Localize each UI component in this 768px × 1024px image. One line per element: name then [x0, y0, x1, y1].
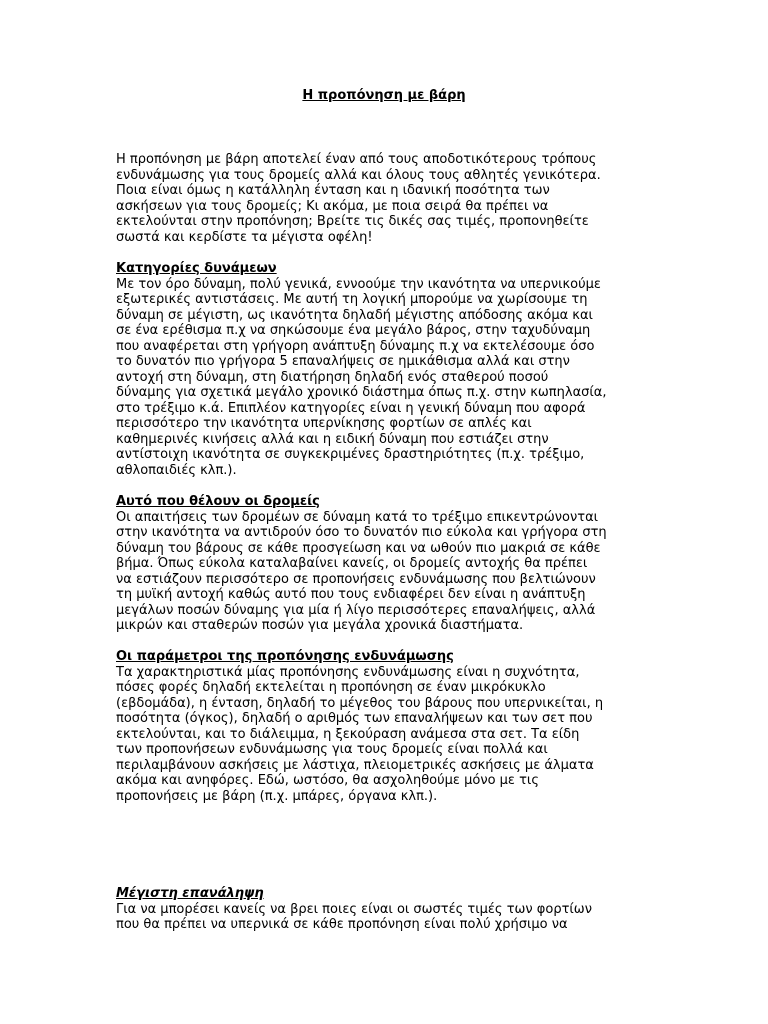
paragraph-line: Με τον όρο δύναμη, πολύ γενικά, εννοούμε την ικανότητα να υπερνικούμε: [116, 276, 601, 292]
paragraph-line: περισσότερο την ικανότητα υπερνίκησης φορτίων σε απλές και: [116, 416, 532, 431]
paragraph-line: Η προπόνηση με βάρη αποτελεί έναν από τους αποδοτικότερους τρόπους: [116, 152, 597, 167]
paragraph-line: καθημερινές κινήσεις αλλά και η ειδική δύναμη που εστιάζει στην: [116, 431, 549, 447]
paragraph-line: ασκήσεων για τους δρομείς; Κι ακόμα, με ποια σειρά θα πρέπει να: [116, 198, 549, 214]
section-max-repetition: [116, 886, 661, 933]
paragraph-line: (εβδομάδα), η ένταση, δηλαδή το μέγεθος του βάρους που υπερνικείται, η: [116, 695, 604, 711]
paragraph-line: ποσότητα (όγκος), δηλαδή ο αριθμός των επαναλήψεων και των σετ που: [116, 711, 593, 726]
paragraph-line: αντίστοιχη ικανότητα σε συγκεκριμένες δραστηριότητες (π.χ. τρέξιμο,: [116, 447, 585, 462]
paragraph-line: δύναμη του βάρους σε κάθε προσγείωση και να ωθούν πιο μακριά σε κάθε: [116, 540, 601, 556]
document-title: Η προπόνηση με βάρη: [302, 88, 466, 103]
paragraph-line: περιλαμβάνουν ασκήσεις με λάστιχα, πλειομετρικές ασκήσεις με άλματα: [116, 757, 594, 773]
paragraph-line: Για να μπορέσει κανείς να βρει ποιες είναι οι σωστές τιμές των φορτίων: [116, 901, 592, 917]
section-force-categories: [116, 261, 661, 478]
section-runners-needs: [116, 494, 661, 634]
paragraph-line: που θα πρέπει να υπερνικά σε κάθε προπόνηση είναι πολύ χρήσιμο να: [116, 917, 568, 932]
paragraph-line: σε ένα ερέθισμα π.χ να σηκώσουμε ένα μεγάλο βάρος, στην ταχυδύναμη: [116, 323, 591, 338]
paragraph-line: αντοχή στη δύναμη, στη διατήρηση δηλαδή ενός σταθερού ποσού: [116, 369, 549, 385]
paragraph-line: βήμα. Όπως εύκολα καταλαβαίνει κανείς, οι δρομείς αντοχής θα πρέπει: [116, 556, 588, 571]
paragraph-line: πόσες φορές δηλαδή εκτελείται η προπόνηση σε έναν μικρόκυκλο: [116, 680, 546, 695]
section-heading: Μέγιστη επανάληψη: [116, 886, 264, 901]
paragraph-line: Οι απαιτήσεις των δρομέων σε δύναμη κατά το τρέξιμο επικεντρώνονται: [116, 509, 599, 525]
paragraph-line: δύναμης για σχετικά μεγάλο χρονικό διάστημα όπως π.χ. στην κωπηλασία,: [116, 385, 607, 400]
paragraph-line: αθλοπαιδιές κλπ.).: [116, 462, 237, 478]
paragraph-line: να εστιάζουν περισσότερο σε προπονήσεις ενδυνάμωσης που βελτιώνουν: [116, 571, 596, 587]
section-heading: Κατηγορίες δυνάμεων: [116, 261, 277, 276]
paragraph-line: ακόμα και ανηφόρες. Εδώ, ωστόσο, θα ασχοληθούμε μόνο με τις: [116, 773, 539, 788]
intro-paragraph: [116, 152, 661, 245]
section-training-parameters: [116, 649, 661, 804]
paragraph-line: δύναμη σε μέγιστη, ως ικανότητα δηλαδή μέγιστης απόδοσης ακόμα και: [116, 307, 593, 323]
section-heading: Οι παράμετροι της προπόνησης ενδυνάμωσης: [116, 649, 454, 664]
paragraph-line: εκτελούνται, και το διάλειμμα, η ξεκούραση ανάμεσα στα σετ. Τα είδη: [116, 726, 580, 742]
paragraph-line: των προπονήσεων ενδυνάμωσης για τους δρομείς είναι πολλά και: [116, 742, 548, 757]
paragraph-line: σωστά και κερδίστε τα μέγιστα οφέλη!: [116, 229, 373, 245]
section-heading: Αυτό που θέλουν οι δρομείς: [116, 494, 320, 509]
paragraph-line: στην ικανότητα να αντιδρούν όσο το δυνατόν πιο εύκολα και γρήγορα στη: [116, 525, 607, 540]
paragraph-line: εξωτερικές αντιστάσεις. Με αυτή τη λογική μπορούμε να χωρίσουμε τη: [116, 292, 588, 307]
paragraph-line: που αναφέρεται στη γρήγορη ανάπτυξη δύναμης π.χ να εκτελέσουμε όσο: [116, 338, 595, 354]
paragraph-line: μικρών και σταθερών ποσών για μεγάλα χρονικά διαστήματα.: [116, 618, 524, 633]
paragraph-line: τη μυϊκή αντοχή καθώς αυτό που τους ενδιαφέρει δεν είναι η ανάπτυξη: [116, 587, 586, 602]
paragraph-line: Ποια είναι όμως η κατάλληλη ένταση και η ιδανική ποσότητα των: [116, 183, 550, 198]
paragraph-line: ενδυνάμωσης για τους δρομείς αλλά και όλους τους αθλητές γενικότερα.: [116, 167, 601, 183]
paragraph-line: μεγάλων ποσών δύναμης για μία ή λίγο περισσότερες επαναλήψεις, αλλά: [116, 602, 596, 618]
paragraph-line: εκτελούνται στην προπόνηση; Βρείτε τις δικές σας τιμές, προπονηθείτε: [116, 214, 589, 229]
paragraph-line: Τα χαρακτηριστικά μίας προπόνησης ενδυνάμωσης είναι η συχνότητα,: [116, 664, 580, 680]
paragraph-line: στο τρέξιμο κ.ά. Επιπλέον κατηγορίες είναι η γενική δύναμη που αφορά: [116, 400, 586, 416]
paragraph-line: το δυνατόν πιο γρήγορα 5 επαναλήψεις σε ημικάθισμα αλλά και στην: [116, 354, 570, 369]
paragraph-line: προπονήσεις με βάρη (π.χ. μπάρες, όργανα κλπ.).: [116, 788, 438, 804]
